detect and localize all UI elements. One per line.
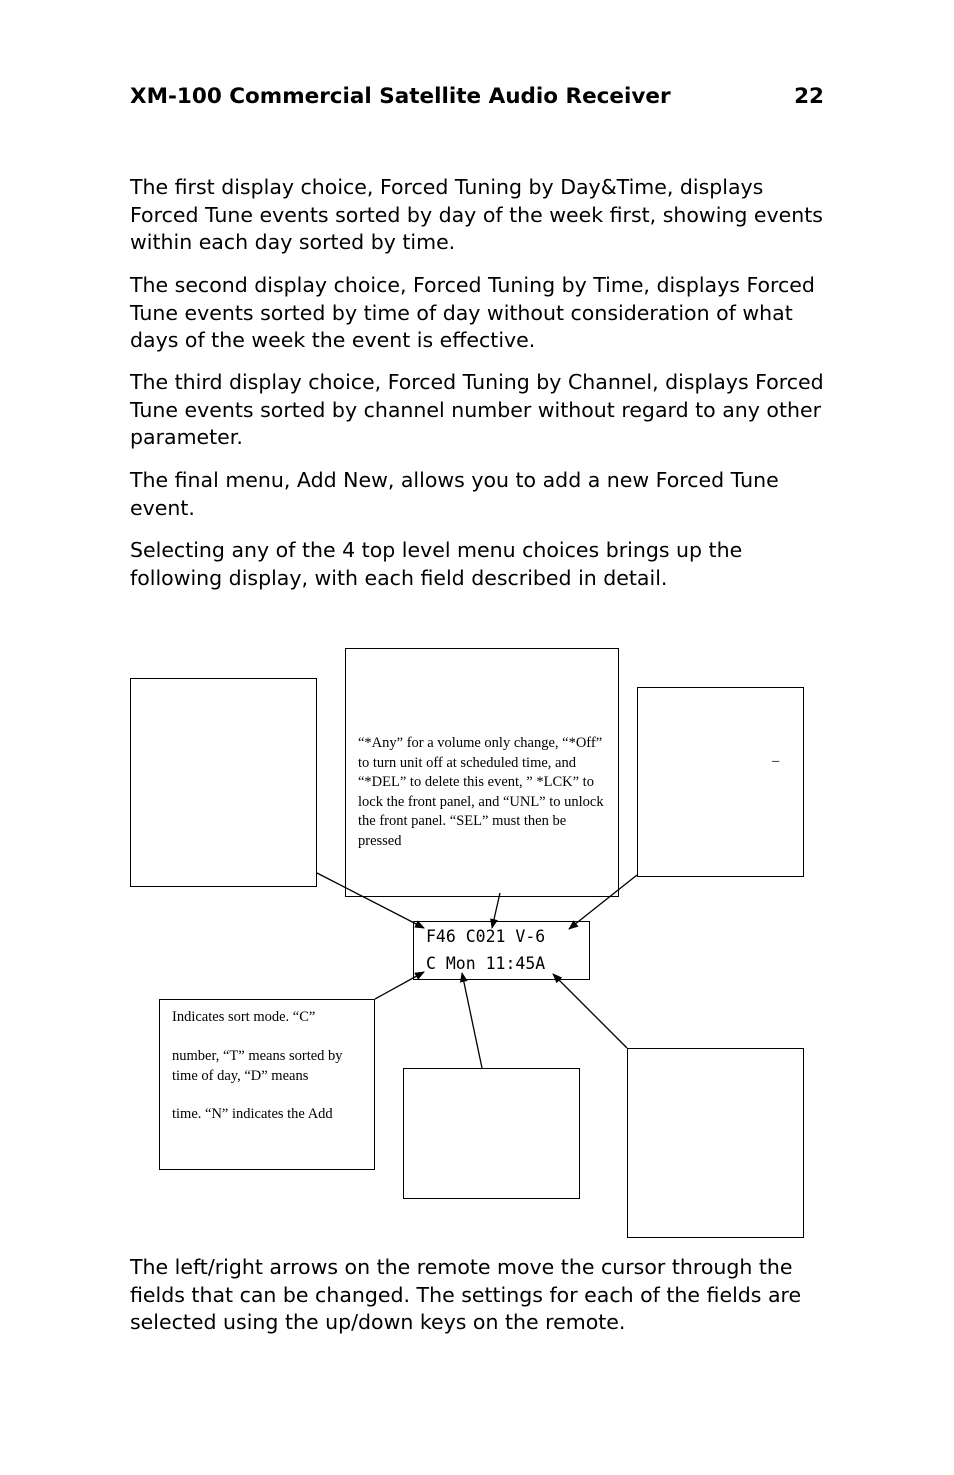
paragraph-selecting: Selecting any of the 4 top level menu choices brings up the following display, with each field described in detail. bbox=[130, 538, 743, 590]
lcd-line-2: C Mon 11:45A bbox=[426, 954, 546, 973]
paragraph-day-time: The first display choice, Forced Tuning by Day&Time, displays Forced Tune events sorted by day of the week first, showing events within each day sorted by time. bbox=[130, 175, 823, 254]
arrow-sort-mode bbox=[375, 972, 424, 999]
lcd-line-1: F46 C021 V-6 bbox=[426, 927, 546, 946]
arrow-day bbox=[462, 973, 482, 1068]
sort-mode-text-2: number, “T” means sorted by time of day, “D” means bbox=[172, 1048, 343, 1084]
sort-mode-text-1: Indicates sort mode. “C” bbox=[172, 1009, 316, 1025]
document-title: XM-100 Commercial Satellite Audio Receiver bbox=[130, 84, 671, 109]
page-number: 22 bbox=[794, 84, 824, 109]
paragraph-channel: The third display choice, Forced Tuning by Channel, displays Forced Tune events sorted by channel number without regard to any other parameter. bbox=[130, 370, 824, 449]
arrow-volume bbox=[569, 875, 637, 929]
arrow-forced-tune-number bbox=[317, 873, 424, 928]
volume-callout-text: – bbox=[772, 753, 780, 769]
paragraph-add-new: The final menu, Add New, allows you to add a new Forced Tune event. bbox=[130, 468, 779, 520]
arrow-channel bbox=[492, 893, 500, 928]
sort-mode-text-3: time. “N” indicates the Add bbox=[172, 1106, 333, 1122]
paragraph-remote-arrows: The left/right arrows on the remote move the cursor through the fields that can be changed. The settings for each of the fields are selected using the up/down keys on the remote. bbox=[130, 1255, 802, 1334]
arrow-time bbox=[553, 974, 627, 1048]
channel-callout-text: “*Any” for a volume only change, “*Off” to turn unit off at scheduled time, and “*DEL” to delete this event, ” *LCK” to lock the front panel, and “UNL” to unlock the front panel. “SEL” must then be pressed bbox=[358, 735, 604, 849]
paragraph-time: The second display choice, Forced Tuning by Time, displays Forced Tune events sorted by time of day without consideration of what days of the week the event is effective. bbox=[130, 273, 815, 352]
